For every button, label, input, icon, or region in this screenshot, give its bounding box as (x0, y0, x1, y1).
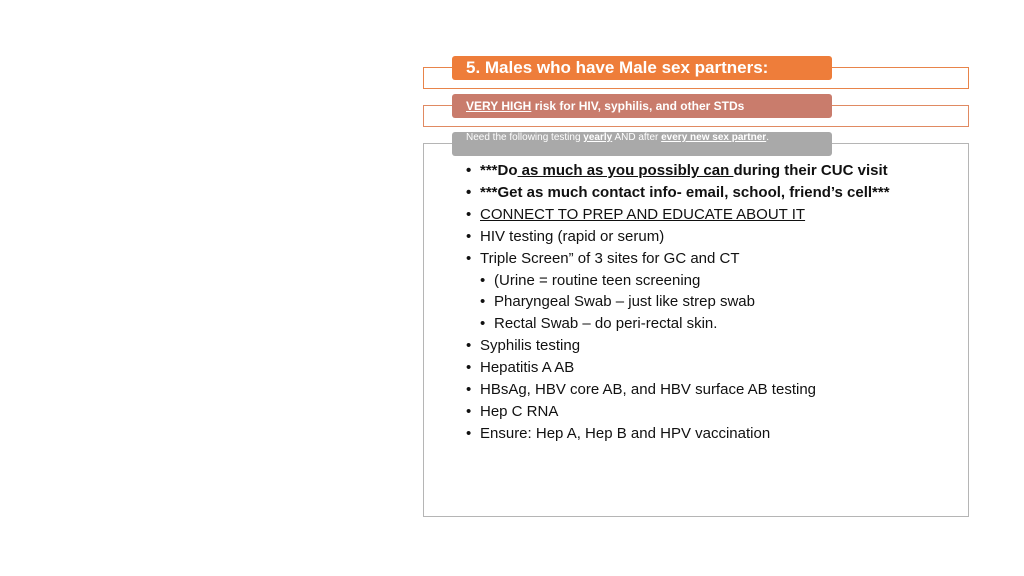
item1-prefix: ***Do (480, 162, 518, 179)
risk-banner (452, 94, 832, 118)
list-item: • Hepatitis A AB (466, 357, 961, 379)
risk-emphasis: VERY HIGH (466, 99, 532, 113)
section-title (452, 56, 832, 80)
list-item: • HIV testing (rapid or serum) (466, 226, 961, 248)
sub-list-item: • Rectal Swab – do peri-rectal skin. (480, 313, 961, 335)
list-item (466, 204, 961, 226)
list-item: • Hep C RNA (466, 401, 961, 423)
prep-link-text: CONNECT TO PREP AND EDUCATE ABOUT IT (480, 205, 806, 223)
list-item: • Ensure: Hep A, Hep B and HPV vaccination (466, 423, 961, 445)
item1-underlined: as much as you possibly can (517, 162, 734, 179)
list-item (466, 160, 961, 182)
testing-note-text-2: AND after (612, 132, 662, 143)
testing-note-yearly: yearly (583, 132, 613, 143)
list-item: • Syphilis testing (466, 335, 961, 357)
section-title-text: 5. Males who have Male sex partners: (466, 58, 769, 77)
testing-note-text-3: . (766, 132, 769, 143)
testing-bullet-list (466, 160, 961, 445)
testing-note-text-1: Need the following testing (466, 132, 584, 143)
testing-note-banner (452, 132, 832, 156)
risk-text: risk for HIV, syphilis, and other STDs (531, 99, 745, 113)
sub-list-item: • Pharyngeal Swab – just like strep swab (480, 291, 961, 313)
item1-suffix: during their CUC visit (733, 162, 888, 179)
list-item: • Triple Screen” of 3 sites for GC and CT (466, 248, 961, 270)
sub-list-item: • (Urine = routine teen screening (480, 270, 961, 292)
list-item: • HBsAg, HBV core AB, and HBV surface AB testing (466, 379, 961, 401)
testing-note-every-new-partner: every new sex partner (661, 132, 767, 143)
list-item: • ***Get as much contact info- email, school, friend’s cell*** (466, 182, 961, 204)
